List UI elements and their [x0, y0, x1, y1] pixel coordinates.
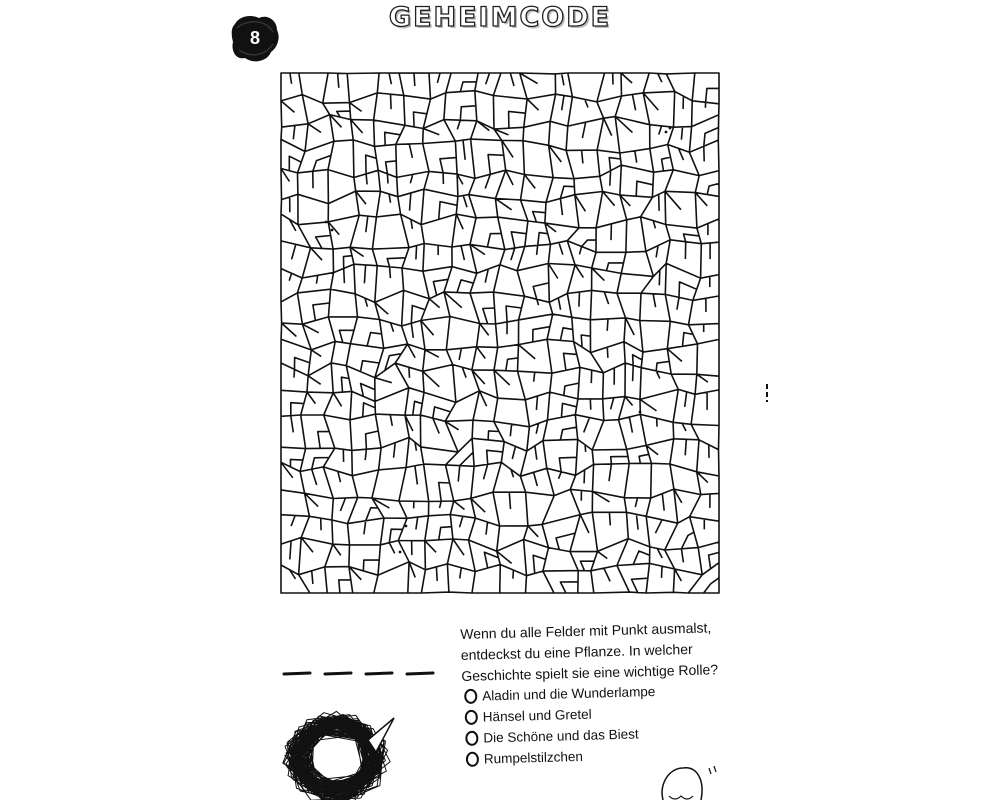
page-number: 8 [249, 28, 260, 48]
puzzle-dot [405, 525, 408, 528]
puzzle-dot [331, 229, 334, 232]
radio-circle-icon[interactable] [465, 731, 478, 746]
answer-slot[interactable] [284, 673, 310, 674]
secret-code-puzzle-grid[interactable] [280, 72, 720, 594]
scribble-strokes [283, 711, 390, 800]
puzzle-dot [665, 131, 668, 134]
question-text [460, 616, 752, 687]
puzzle-dot [399, 551, 402, 554]
page-title: GEHEIMCODE [388, 2, 612, 33]
question-line: Geschichte spielt sie eine wichtige Rolle? [461, 661, 719, 684]
puzzle-cell-lines [281, 73, 719, 593]
answer-slot[interactable] [407, 673, 433, 674]
answer-options [464, 679, 726, 770]
question-line: Wenn du alle Felder mit Punkt ausmalst, [460, 619, 712, 642]
puzzle-dot [325, 221, 328, 224]
answer-slot[interactable] [325, 673, 351, 674]
cloud-doodle-icon [655, 760, 725, 800]
option-label: Hänsel und Gretel [482, 706, 592, 725]
answer-slot[interactable] [366, 673, 392, 674]
option-label: Rumpelstilzchen [483, 748, 584, 767]
scribble-bird-icon [280, 700, 400, 800]
puzzle-dot [669, 127, 672, 130]
puzzle-dot [639, 411, 642, 414]
page-edge-mark [764, 382, 770, 404]
radio-circle-icon[interactable] [464, 689, 477, 704]
question-line: entdeckst du eine Pflanze. In welcher [460, 640, 693, 663]
option-label: Aladin und die Wunderlampe [482, 683, 656, 704]
page-number-badge [231, 14, 279, 64]
radio-circle-icon[interactable] [466, 752, 479, 767]
answer-blank-lines[interactable] [280, 664, 440, 680]
option-label: Die Schöne und das Biest [483, 726, 639, 746]
radio-circle-icon[interactable] [465, 710, 478, 725]
